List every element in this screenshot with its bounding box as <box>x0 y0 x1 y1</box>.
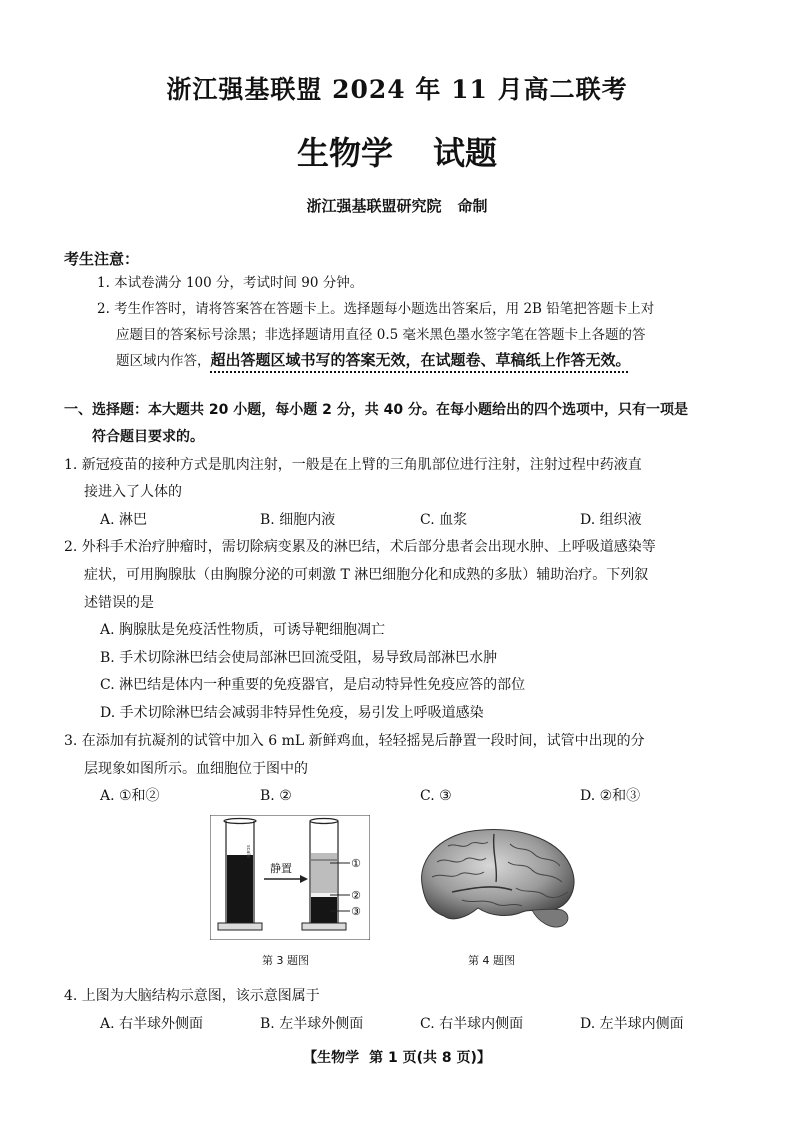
exam-title: 浙江强基联盟 2024 年 11 月高二联考 <box>166 75 628 104</box>
notice-item-2-line-3 <box>116 347 631 374</box>
fig3-arrow-label: 静置 <box>270 862 292 875</box>
q4-stem-line-1: 4. 上图为大脑结构示意图，该示意图属于 <box>64 988 320 1004</box>
svg-text:scale: scale <box>245 845 251 858</box>
q1-option-d: D. 组织液 <box>580 512 642 528</box>
notice-heading: 考生注意： <box>64 250 140 268</box>
section-heading: 一、选择题：本大题共 20 小题，每小题 2 分，共 40 分。在每小题给出的四个选项中，只有一项是 <box>64 402 688 418</box>
notice-emphasis: 超出答题区域书写的答案无效，在试题卷、草稿纸上作答无效。 <box>210 351 631 369</box>
q3-options <box>100 783 740 809</box>
q1-stem-line-1: 1. 新冠疫苗的接种方式是肌肉注射，一般是在上臂的三角肌部位进行注射，注射过程中药液直 <box>64 457 642 473</box>
q2-stem-line-3: 述错误的是 <box>84 595 154 611</box>
brain-icon <box>422 830 574 927</box>
maker-org: 浙江强基联盟研究院 <box>306 197 442 215</box>
q3-stem-line-2: 层现象如图所示。血细胞位于图中的 <box>84 761 308 777</box>
q2-option-b: B. 手术切除淋巴结会使局部淋巴回流受阻，易导致局部淋巴水肿 <box>100 650 498 666</box>
page-footer <box>0 1047 794 1067</box>
maker-line <box>0 195 794 216</box>
q1-option-c: C. 血浆 <box>420 512 468 528</box>
q1-stem-line-2: 接进入了人体的 <box>84 484 182 500</box>
q2-option-d: D. 手术切除淋巴结会减弱非特异性免疫，易引发上呼吸道感染 <box>100 705 484 721</box>
q2-option-a: A. 胸腺肽是免疫活性物质，可诱导靶细胞凋亡 <box>100 622 386 638</box>
q4-option-c: C. 右半球内侧面 <box>420 1016 524 1032</box>
q2-option-c: C. 淋巴结是体内一种重要的免疫器官，是启动特异性免疫应答的部位 <box>100 677 526 693</box>
q1-option-b: B. 细胞内液 <box>260 512 336 528</box>
figure-3-test-tubes <box>210 815 370 940</box>
maker-role: 命制 <box>457 197 488 215</box>
figure-4-brain <box>412 822 582 937</box>
q4-option-b: B. 左半球外侧面 <box>260 1016 364 1032</box>
q2-stem-line-1: 2. 外科手术治疗肿瘤时，需切除病变累及的淋巴结，术后部分患者会出现水肿、上呼吸道感染等 <box>64 539 656 555</box>
subject-title <box>0 128 794 174</box>
q1-option-a: A. 淋巴 <box>100 512 148 528</box>
fig3-marker-1: ① <box>351 857 361 870</box>
fig3-marker-3: ③ <box>351 905 361 918</box>
q2-stem-line-2: 症状，可用胸腺肽（由胸腺分泌的可刺激 T 淋巴细胞分化和成熟的多肽）辅助治疗。下列叙 <box>84 567 649 583</box>
fig3-marker-2: ② <box>351 889 361 902</box>
q3-option-a: A. ①和② <box>100 788 160 804</box>
footer-subject: 【生物学 <box>303 1050 360 1066</box>
fig3-caption: 第 3 题图 <box>262 954 309 967</box>
paper-label: 试题 <box>433 134 498 172</box>
q1-options <box>100 507 740 533</box>
q3-option-d: D. ②和③ <box>580 788 641 804</box>
fig4-caption: 第 4 题图 <box>468 954 515 967</box>
q3-option-c: C. ③ <box>420 788 452 804</box>
q4-options <box>100 1011 740 1037</box>
section-heading-cont: 符合题目要求的。 <box>92 429 204 445</box>
q3-stem-line-1: 3. 在添加有抗凝剂的试管中加入 6 mL 新鲜鸡血，轻轻摇晃后静置一段时间，试管中出现的分 <box>64 733 645 749</box>
notice-item-2-line-1: 2. 考生作答时，请将答案答在答题卡上。选择题每小题选出答案后，用 2B 铅笔把答题卡上对 <box>97 301 655 317</box>
q4-option-a: A. 右半球外侧面 <box>100 1016 204 1032</box>
footer-page: 第 1 页(共 8 页)】 <box>369 1050 491 1066</box>
q3-option-b: B. ② <box>260 788 292 804</box>
subject-name: 生物学 <box>296 134 393 172</box>
notice-item-2-prefix: 题区域内作答， <box>116 353 211 369</box>
notice-item-2-line-2: 应题目的答案标号涂黑；非选择题请用直径 0.5 毫米黑色墨水签字笔在答题卡上各题的答 <box>116 327 646 343</box>
notice-item-1: 1. 本试卷满分 100 分，考试时间 90 分钟。 <box>97 275 364 291</box>
q4-option-d: D. 左半球内侧面 <box>580 1016 684 1032</box>
